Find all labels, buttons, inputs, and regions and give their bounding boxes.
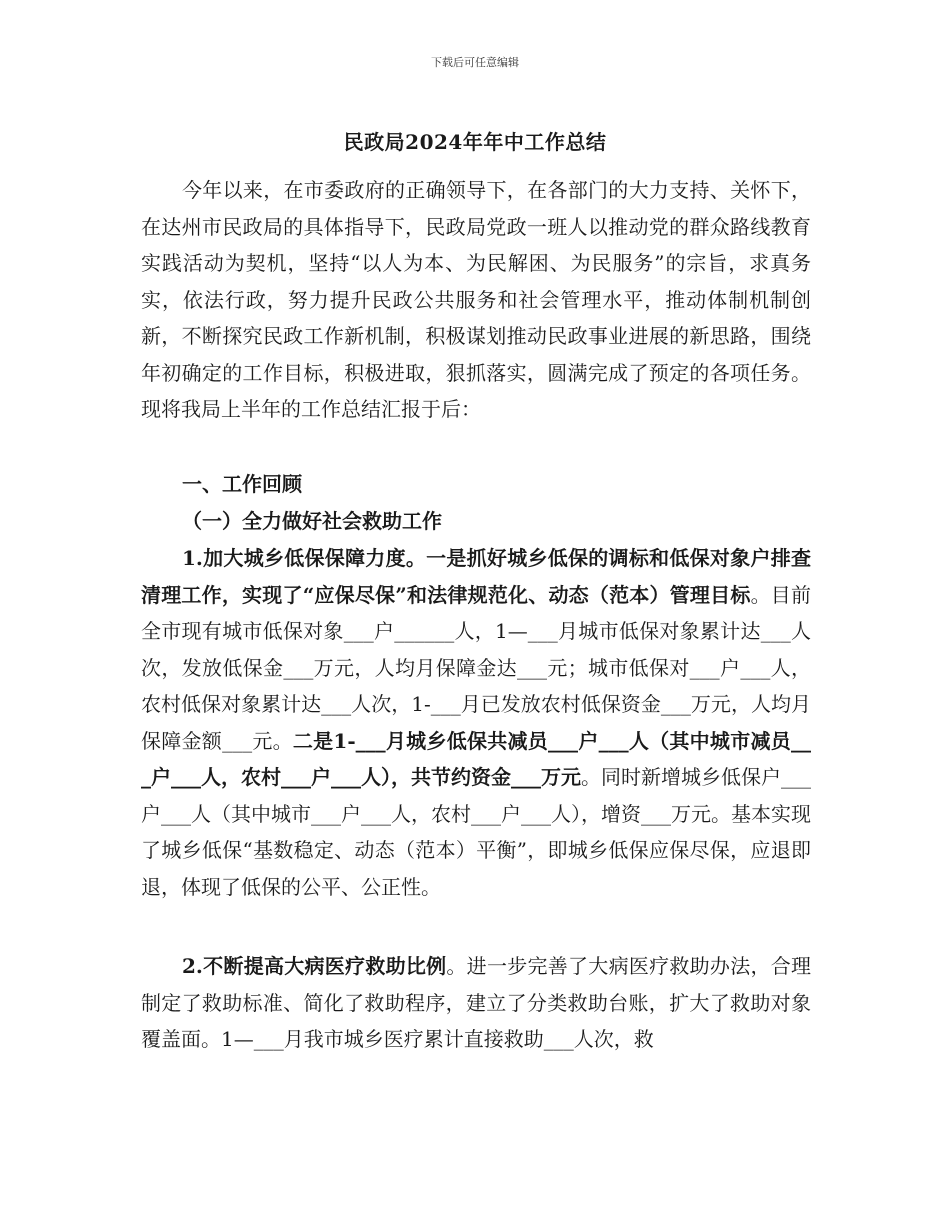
intro-paragraph: 今年以来，在市委政府的正确领导下，在各部门的大力支持、关怀下，在达州市民政局的具体指导下，民政局党政一班人以推动党的群众路线教育实践活动为契机，坚持“以人为本、为民解困、为民服务”的宗旨，求真务实，依法行政，努力提升民政公共服务和社会管理水平，推动体制机制创新，不断探究民政工作新机制，积极谋划推动民政事业进展的新思路，围绕年初确定的工作目标，积极进取，狠抓落实，圆满完成了预定的各项任务。现将我局上半年的工作总结汇报于后： xyxy=(141,178,811,421)
item-2-text: 。进一步完善了大病医疗救助办法，合理制定了救助标准、简化了救助程序，建立了分类救助台账，扩大了救助对象覆盖面。1—___月我市城乡医疗累计直接救助___人次，救 xyxy=(141,954,812,1051)
item-1-bold-lead: 1.加大城乡低保保障力度。一是抓好城乡低保的调标和低保对象户排查清理工作，实现了“应保尽保”和法律规范化、动态（范本）管理目标 xyxy=(141,546,811,607)
section-heading-work-review: 一、工作回顾 xyxy=(182,472,302,496)
document-title: 民政局2024年年中工作总结 xyxy=(343,130,607,154)
item-2-bold-lead: 2.不断提高大病医疗救助比例 xyxy=(182,954,447,978)
item-1-text: 。目前全市现有城市低保对象___户______人，1—___月城市低保对象累计达___人次，发放低保金___万元，人均月保障金达___元；城市低保对___户___人，农村低保对象累计达___人次，1-___月已发放农村低保资金___万元，人均月保障金额___元。 xyxy=(141,582,812,753)
item-1-paragraph xyxy=(141,540,811,905)
item-1-bold-second: 二是1-___月城乡低保共减员___户___人（其中城市减员___户___人，农村___户___人），共节约资金___万元 xyxy=(141,728,812,789)
header-note: 下载后可任意编辑 xyxy=(431,56,519,69)
item-2-paragraph xyxy=(141,948,811,1058)
item-1-text-second: 。同时新增城乡低保户___户___人（其中城市___户___人，农村___户___人），增资___万元。基本实现了城乡低保“基数稳定、动态（范本）平衡”，即城乡低保应保尽保，应退即退，体现了低保的公平、公正性。 xyxy=(141,765,811,899)
subsection-heading-social-assistance: （一）全力做好社会救助工作 xyxy=(182,509,442,533)
